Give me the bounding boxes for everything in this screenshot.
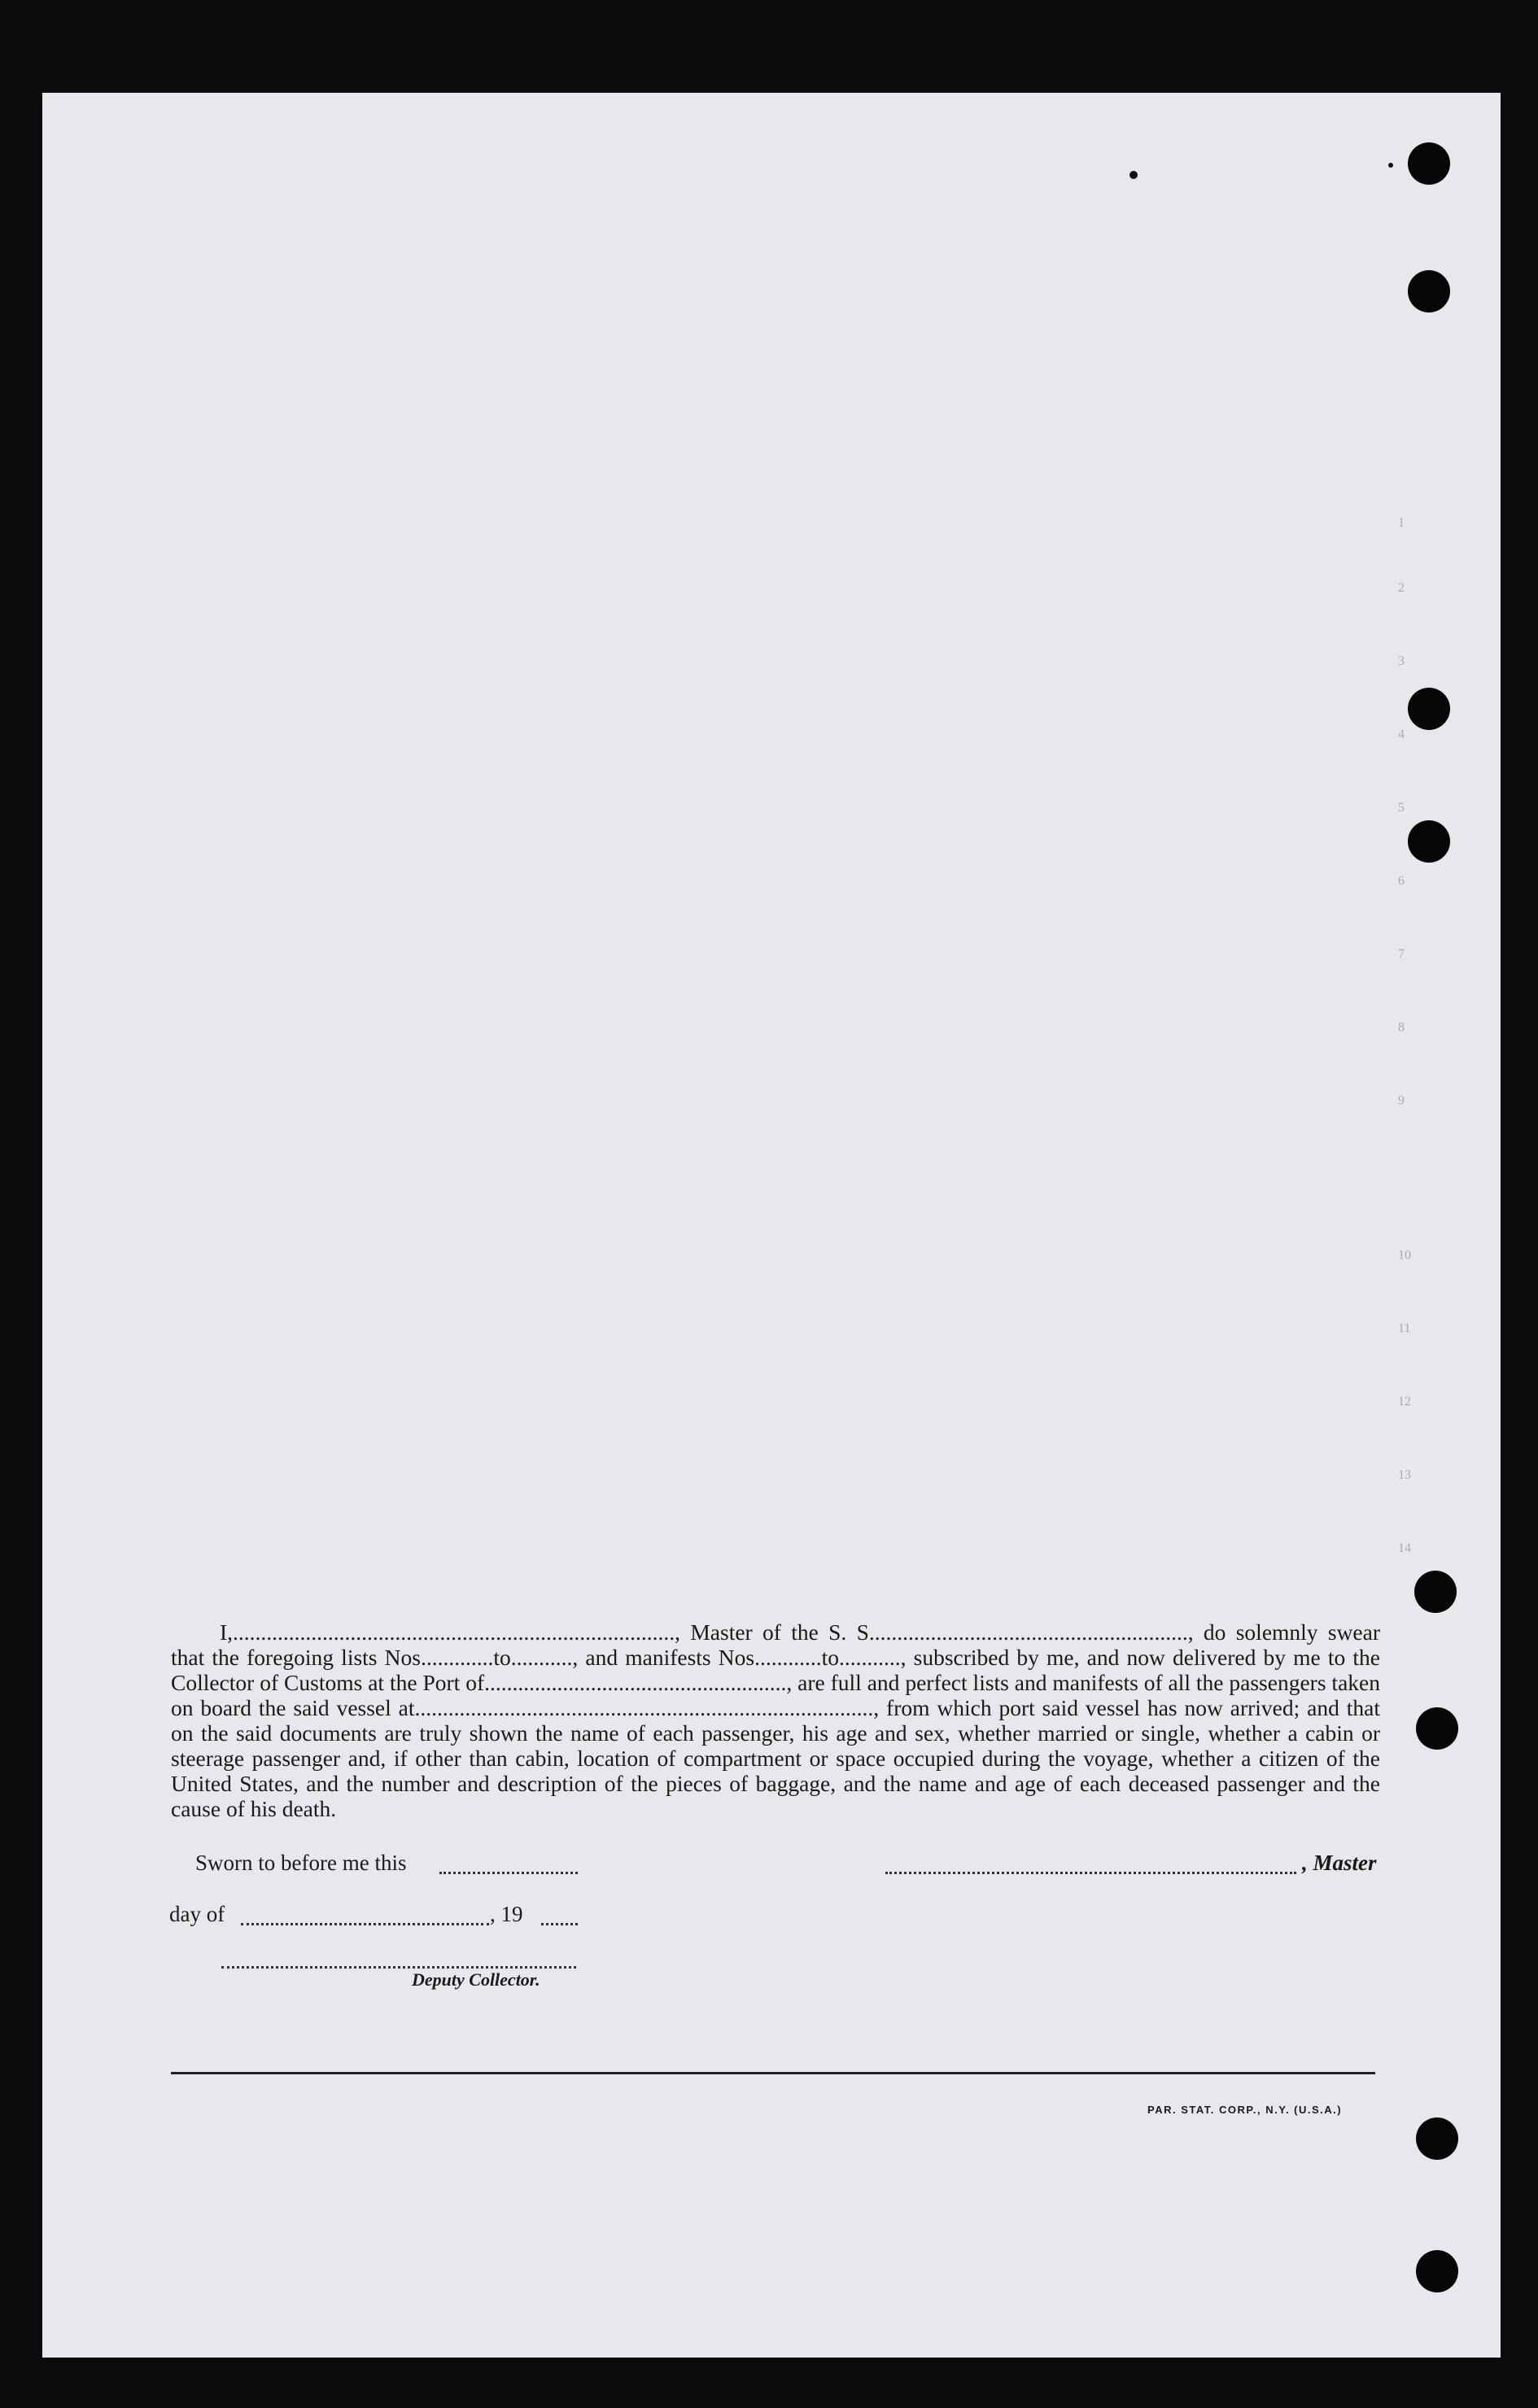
punch-hole	[1408, 820, 1450, 863]
punch-hole	[1408, 142, 1450, 185]
punch-hole	[1408, 688, 1450, 730]
printer-imprint: PAR. STAT. CORP., N.Y. (U.S.A.)	[1147, 2104, 1343, 2116]
margin-number: 11	[1398, 1322, 1411, 1335]
master-label: , Master	[1302, 1851, 1377, 1875]
manifest-page	[42, 93, 1501, 2358]
punch-hole	[1416, 2250, 1458, 2292]
sworn-date-line	[439, 1872, 578, 1874]
deputy-signature-line	[221, 1966, 576, 1969]
margin-number: 2	[1398, 581, 1405, 595]
ink-speck	[1129, 171, 1138, 179]
punch-hole	[1416, 2117, 1458, 2160]
margin-number: 6	[1398, 874, 1405, 888]
margin-number: 4	[1398, 728, 1405, 741]
margin-number: 9	[1398, 1094, 1405, 1108]
ink-speck	[1388, 163, 1393, 168]
margin-number: 10	[1398, 1248, 1411, 1262]
day-of-label: day of	[169, 1902, 225, 1926]
margin-number: 13	[1398, 1468, 1411, 1482]
oath-paragraph	[171, 1619, 1380, 1821]
oath-text: I,..............................................................................., Master of the S. S........................................................., do solemnly swear that the foregoing lists Nos.............to..........., and manifests Nos............to..........., subscribed by me, and now delivered by me to the Collector of Customs at the Port of......................................................, are full and perfect lists and manifests of all the passengers taken on board the said vessel at.................................................................................., from which port said vessel has now arrived; and that on the said documents are truly shown the name of each passenger, his age and sex, whether married or single, whether a cabin or steerage passenger and, if other than cabin, location of compartment or space occupied during the voyage, whether a citizen of the United States, and the number and description of the pieces of baggage, and the name and age of each deceased passenger and the cause of his death.	[171, 1619, 1380, 1821]
margin-number: 7	[1398, 947, 1405, 961]
margin-number: 1	[1398, 516, 1405, 530]
year-label: , 19	[490, 1902, 523, 1926]
margin-number: 5	[1398, 801, 1405, 815]
margin-number: 12	[1398, 1395, 1411, 1409]
faint-stamp	[163, 572, 248, 616]
margin-number: 8	[1398, 1020, 1405, 1034]
sworn-label: Sworn to before me this	[195, 1851, 407, 1875]
punch-hole	[1416, 1707, 1458, 1750]
bottom-rule	[171, 2072, 1375, 2074]
day-of-line	[241, 1923, 489, 1925]
year-line	[541, 1923, 578, 1925]
punch-hole	[1408, 270, 1450, 312]
margin-number: 3	[1398, 654, 1405, 668]
master-signature-line	[885, 1872, 1296, 1874]
punch-hole	[1414, 1571, 1457, 1613]
margin-number: 14	[1398, 1541, 1411, 1555]
deputy-collector-label: Deputy Collector.	[412, 1969, 540, 1990]
